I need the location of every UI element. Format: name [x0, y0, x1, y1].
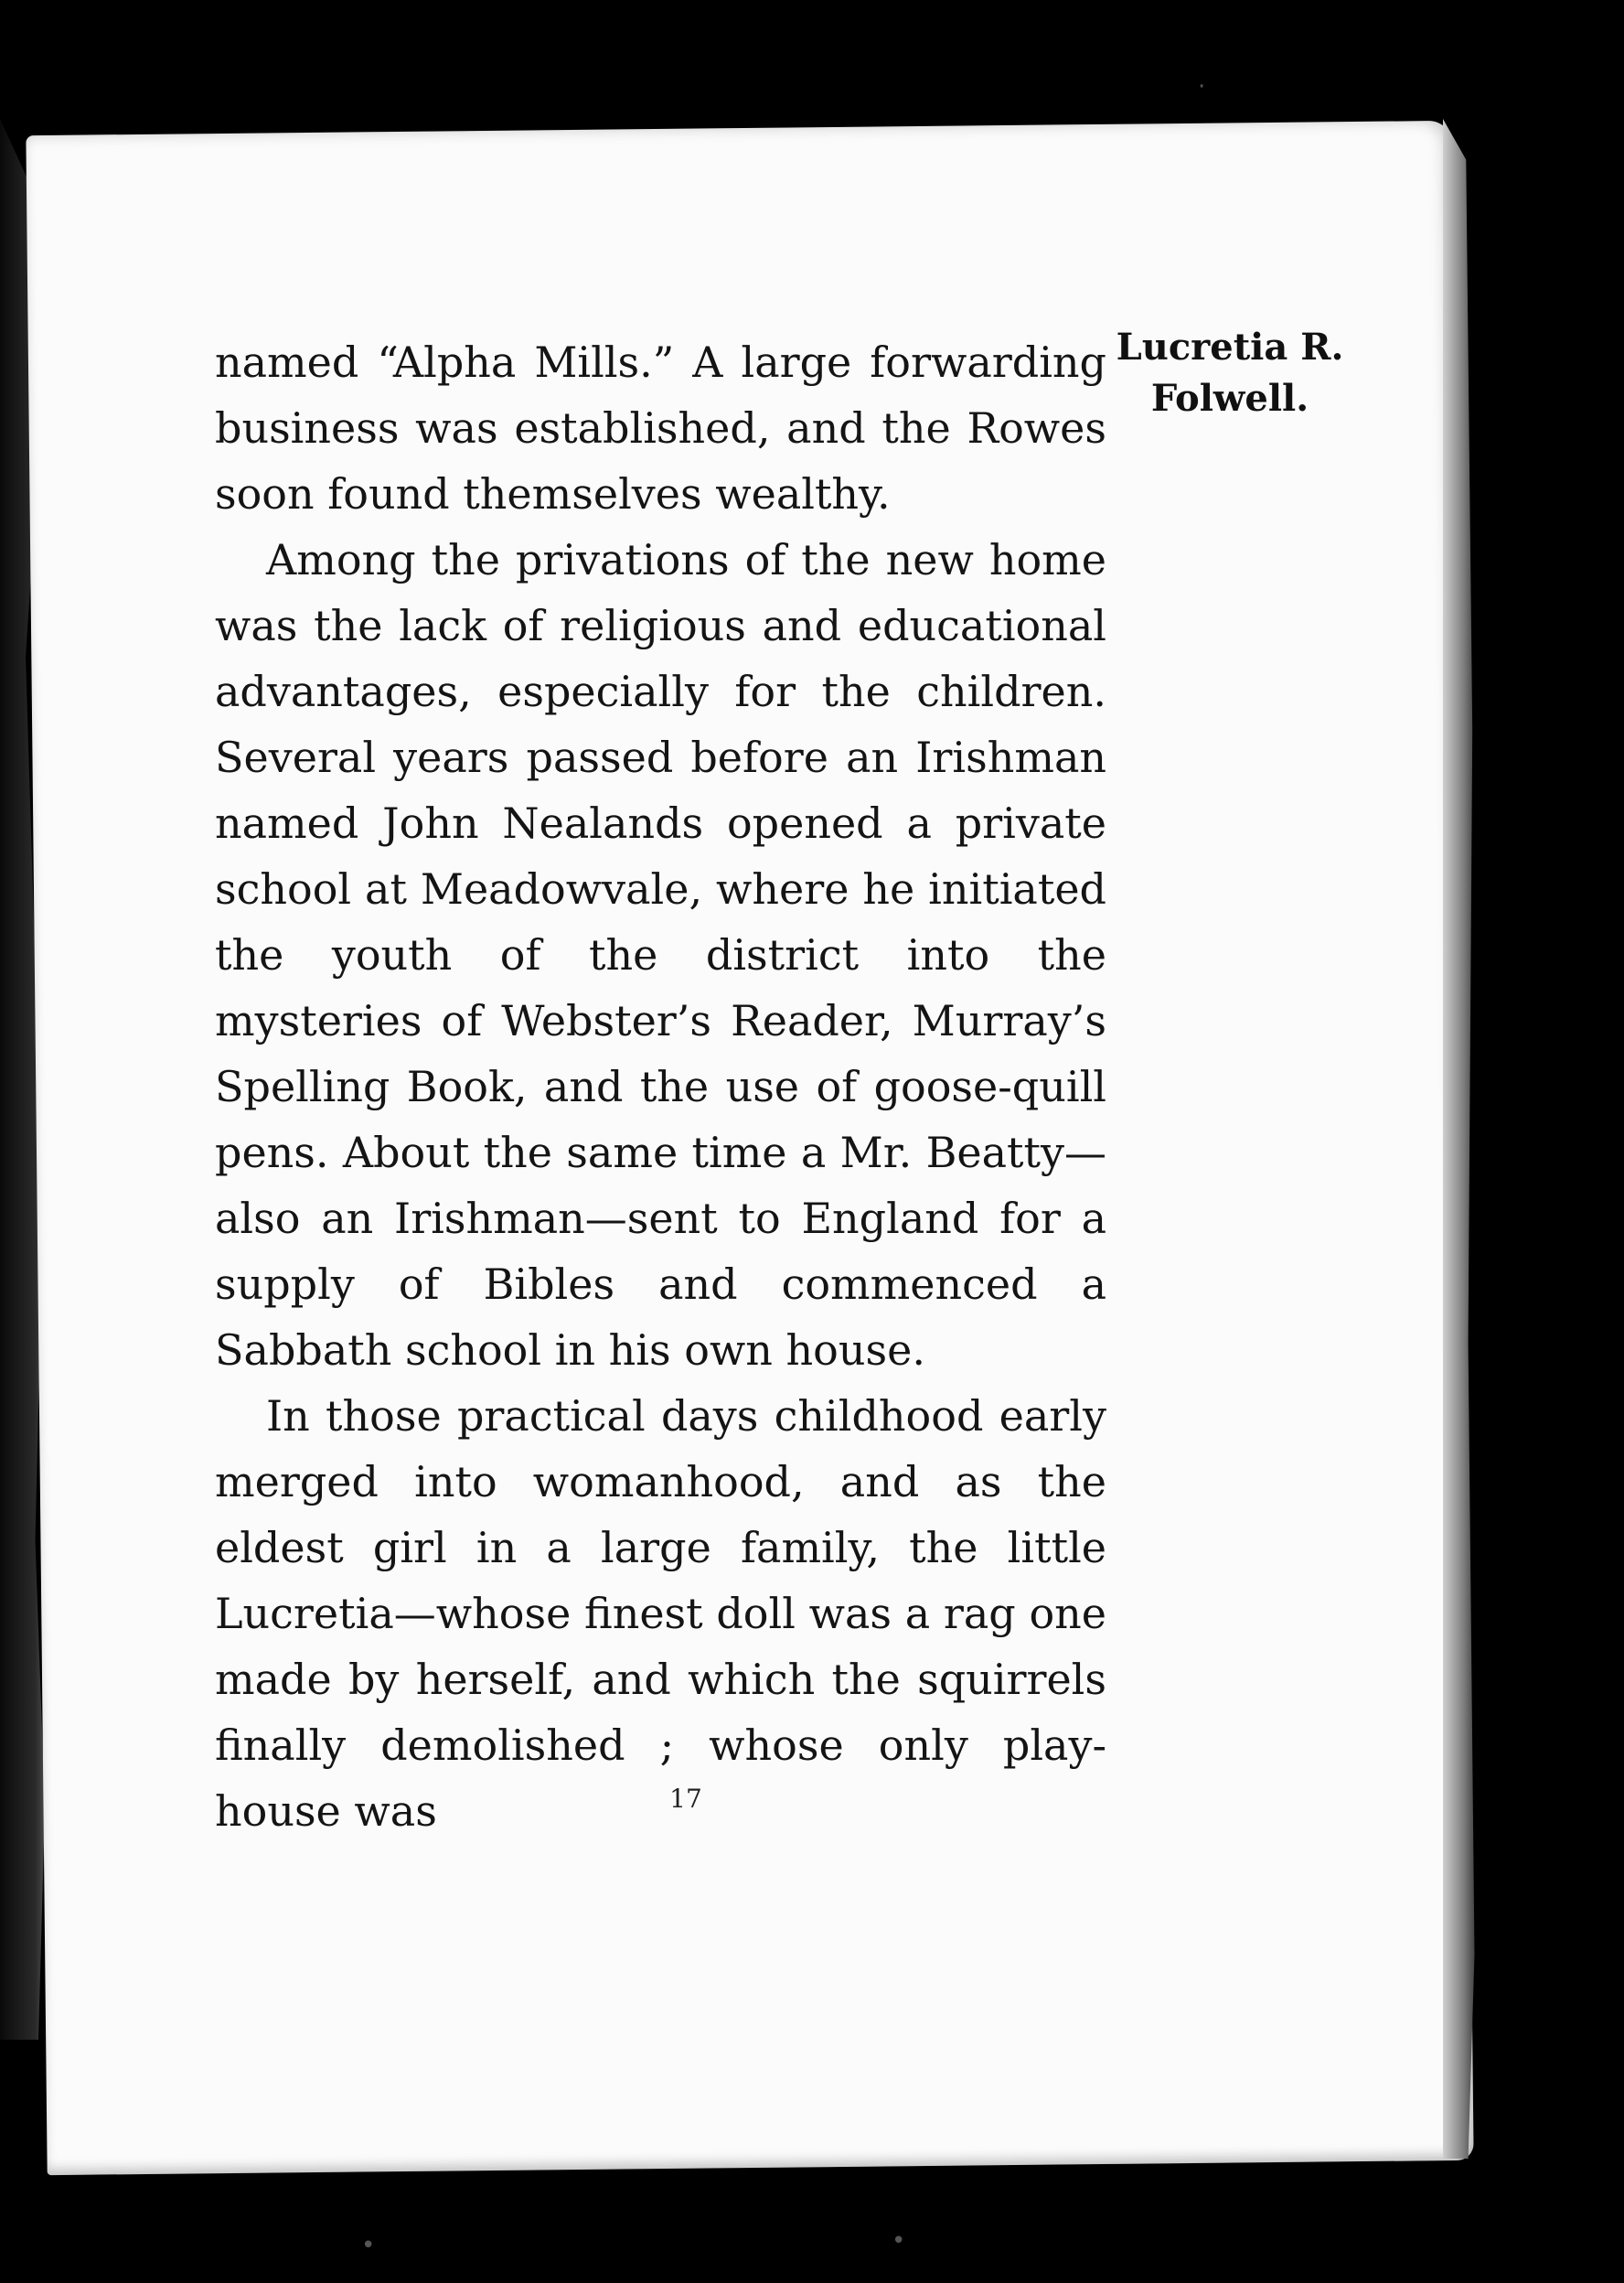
dust-speck: • — [361, 2232, 376, 2259]
page-number: 17 — [669, 1784, 702, 1814]
dust-speck: · — [1198, 73, 1206, 101]
right-page-edge — [1443, 119, 1485, 2159]
paragraph-1: named “Alpha Mills.” A large forwarding business was established, and the Rowes soon found themselves wealthy. — [215, 338, 1106, 519]
paragraph-3: In those practical days childhood early merged into womanhood, and as the eldest girl in a large family, the little Lucretia—whose finest doll was a rag one made by herself, and which the squirrels finally demolished ; whose only play-house was — [215, 1391, 1106, 1836]
marginal-heading-line-1: Lucretia R. — [1116, 326, 1344, 369]
body-text — [215, 329, 1106, 1844]
marginal-heading — [1093, 322, 1367, 424]
marginal-heading-line-2: Folwell. — [1150, 377, 1309, 420]
paragraph-2: Among the privations of the new home was the lack of religious and educational advantages, especially for the children. Several years passed before an Irishman named John Nealands opened a private school at Meadowvale, where he initiated the youth of the district into the mysteries of Webster’s Reader, Murray’s Spelling Book, and the use of goose-quill pens. About the same time a Mr. Beatty—also an Irishman—sent to England for a supply of Bibles and commenced a Sabbath school in his own house. — [215, 535, 1106, 1375]
dust-speck: • — [892, 2227, 906, 2255]
